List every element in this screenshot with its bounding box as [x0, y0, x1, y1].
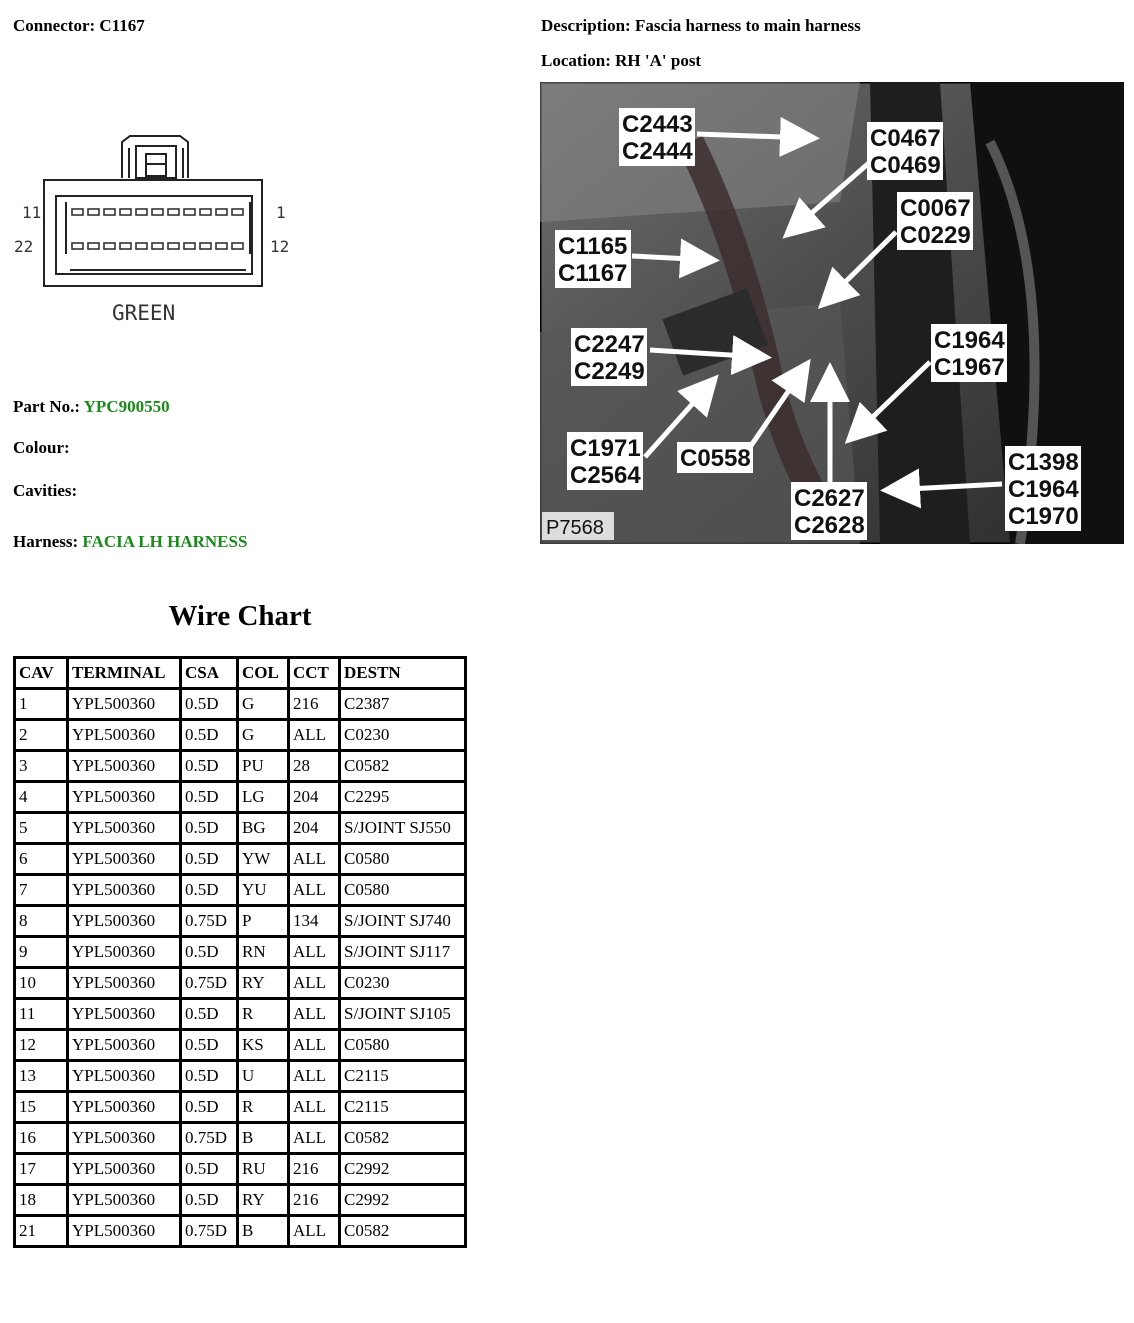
cell-csa: 0.5D — [182, 783, 236, 811]
cell-destn: C2115 — [341, 1062, 464, 1090]
cell-terminal: YPL500360 — [69, 938, 179, 966]
table-row — [16, 938, 464, 966]
pin-cavity — [120, 209, 131, 215]
cell-cav: 13 — [16, 1062, 66, 1090]
cell-col: KS — [239, 1031, 287, 1059]
cell-col: B — [239, 1124, 287, 1152]
cell-col: G — [239, 721, 287, 749]
location-value: RH 'A' post — [615, 51, 702, 70]
table-row — [16, 1093, 464, 1121]
callout-label: C2247 — [574, 331, 645, 358]
callout-label: C2444 — [622, 138, 693, 165]
connector-field — [13, 16, 145, 36]
callout-label: C1964 — [934, 327, 1005, 354]
cell-cct: ALL — [290, 1124, 338, 1152]
description-field — [541, 16, 861, 36]
table-row — [16, 1000, 464, 1028]
callout-label: C0067 — [900, 195, 971, 222]
description-value: Fascia harness to main harness — [634, 16, 861, 35]
cell-col: YU — [239, 876, 287, 904]
location-photo — [540, 82, 1124, 544]
cell-destn: C0230 — [341, 721, 464, 749]
cell-cct: 28 — [290, 752, 338, 780]
cell-col: LG — [239, 783, 287, 811]
pin-label-22: 22 — [14, 237, 34, 256]
cell-terminal: YPL500360 — [69, 752, 179, 780]
cell-terminal: YPL500360 — [69, 1031, 179, 1059]
cell-cct: ALL — [290, 1093, 338, 1121]
pin-cavity — [184, 243, 195, 249]
cell-csa: 0.5D — [182, 752, 236, 780]
cell-terminal: YPL500360 — [69, 969, 179, 997]
cell-destn: C0580 — [341, 876, 464, 904]
pin-cavity — [88, 209, 99, 215]
pin-cavity — [152, 243, 163, 249]
callout-label: C1167 — [558, 260, 628, 287]
pin-cavity — [168, 243, 179, 249]
callout-label: C0229 — [900, 222, 971, 249]
pin-label-1: 1 — [276, 203, 286, 222]
header-csa: CSA — [182, 659, 236, 687]
wire-chart-title: Wire Chart — [168, 600, 312, 632]
cell-terminal: YPL500360 — [69, 845, 179, 873]
cell-terminal: YPL500360 — [69, 814, 179, 842]
cell-cav: 11 — [16, 1000, 66, 1028]
callout-label: C1398 — [1008, 449, 1079, 476]
cell-col: RY — [239, 969, 287, 997]
callout-label: C2249 — [574, 358, 645, 385]
harness-label: Harness: — [13, 532, 79, 551]
header-cct: CCT — [290, 659, 338, 687]
header-cav: CAV — [16, 659, 66, 687]
cell-terminal: YPL500360 — [69, 783, 179, 811]
harness-value: FACIA LH HARNESS — [82, 532, 248, 551]
cell-cct: ALL — [290, 1217, 338, 1245]
cell-destn: C2115 — [341, 1093, 464, 1121]
cell-terminal: YPL500360 — [69, 1062, 179, 1090]
cell-terminal: YPL500360 — [69, 1093, 179, 1121]
cell-terminal: YPL500360 — [69, 721, 179, 749]
cell-terminal: YPL500360 — [69, 1217, 179, 1245]
cell-csa: 0.5D — [182, 1062, 236, 1090]
cell-cct: ALL — [290, 845, 338, 873]
location-field — [541, 51, 701, 71]
callout-label: C0467 — [870, 125, 941, 152]
cell-col: RU — [239, 1155, 287, 1183]
table-row — [16, 783, 464, 811]
pin-cavity — [184, 209, 195, 215]
cell-destn: C2387 — [341, 690, 464, 718]
table-row — [16, 1186, 464, 1214]
cell-cav: 4 — [16, 783, 66, 811]
table-row — [16, 1124, 464, 1152]
cell-cav: 3 — [16, 752, 66, 780]
cell-cav: 12 — [16, 1031, 66, 1059]
table-row — [16, 752, 464, 780]
cell-destn: S/JOINT SJ740 — [341, 907, 464, 935]
cell-cav: 1 — [16, 690, 66, 718]
table-row — [16, 690, 464, 718]
callout-label: C2564 — [570, 462, 641, 489]
header-destn: DESTN — [341, 659, 464, 687]
cell-col: U — [239, 1062, 287, 1090]
cell-cav: 6 — [16, 845, 66, 873]
cell-csa: 0.5D — [182, 1155, 236, 1183]
pin-cavity — [216, 209, 227, 215]
cell-destn: C0580 — [341, 845, 464, 873]
cell-col: B — [239, 1217, 287, 1245]
pin-cavity — [72, 209, 83, 215]
callout-label: C1964 — [1008, 476, 1079, 503]
cell-cct: ALL — [290, 1031, 338, 1059]
pin-cavity — [136, 243, 147, 249]
colour-label: Colour: — [13, 438, 70, 457]
table-row — [16, 969, 464, 997]
cell-col: BG — [239, 814, 287, 842]
cell-col: RY — [239, 1186, 287, 1214]
callout-label: C1967 — [934, 354, 1005, 381]
cell-csa: 0.5D — [182, 814, 236, 842]
cell-csa: 0.5D — [182, 1000, 236, 1028]
cell-terminal: YPL500360 — [69, 1000, 179, 1028]
photo-ref: P7568 — [546, 517, 604, 539]
cell-cav: 9 — [16, 938, 66, 966]
cell-cct: ALL — [290, 721, 338, 749]
cell-cav: 16 — [16, 1124, 66, 1152]
pin-cavity — [168, 209, 179, 215]
cell-cav: 7 — [16, 876, 66, 904]
cell-csa: 0.5D — [182, 721, 236, 749]
cell-csa: 0.5D — [182, 1093, 236, 1121]
cell-destn: S/JOINT SJ550 — [341, 814, 464, 842]
cell-terminal: YPL500360 — [69, 1155, 179, 1183]
callout-label: C1971 — [570, 435, 641, 462]
cell-cav: 15 — [16, 1093, 66, 1121]
cell-cct: 204 — [290, 783, 338, 811]
cell-cct: 216 — [290, 1186, 338, 1214]
cell-csa: 0.5D — [182, 845, 236, 873]
cell-cav: 2 — [16, 721, 66, 749]
table-row — [16, 876, 464, 904]
pin-label-12: 12 — [270, 237, 290, 256]
cell-cav: 21 — [16, 1217, 66, 1245]
cell-terminal: YPL500360 — [69, 1124, 179, 1152]
cell-cav: 17 — [16, 1155, 66, 1183]
pin-cavity — [200, 243, 211, 249]
cavities-field — [13, 481, 77, 501]
cell-cct: ALL — [290, 1000, 338, 1028]
pin-cavity — [232, 243, 243, 249]
cell-csa: 0.5D — [182, 938, 236, 966]
cell-cct: ALL — [290, 969, 338, 997]
pin-cavity — [88, 243, 99, 249]
cell-csa: 0.5D — [182, 690, 236, 718]
table-row — [16, 1217, 464, 1245]
cell-csa: 0.5D — [182, 1186, 236, 1214]
cell-cct: ALL — [290, 1062, 338, 1090]
cell-destn: C0582 — [341, 1217, 464, 1245]
pin-label-11: 11 — [22, 203, 42, 222]
pin-cavity — [72, 243, 83, 249]
cell-cav: 10 — [16, 969, 66, 997]
connector-colour-label: GREEN — [112, 301, 176, 325]
wire-chart-header-row — [16, 659, 464, 687]
pin-row-bottom — [72, 243, 243, 249]
part-no-value: YPC900550 — [83, 397, 170, 416]
pin-cavity — [152, 209, 163, 215]
table-row — [16, 907, 464, 935]
connector-label: Connector: — [13, 16, 96, 35]
cell-col: R — [239, 1000, 287, 1028]
table-row — [16, 1155, 464, 1183]
cell-cct: 134 — [290, 907, 338, 935]
colour-field — [13, 438, 70, 458]
cavities-label: Cavities: — [13, 481, 78, 500]
cell-destn: C0582 — [341, 1124, 464, 1152]
pin-cavity — [104, 243, 115, 249]
pin-cavity — [232, 209, 243, 215]
cell-terminal: YPL500360 — [69, 907, 179, 935]
cell-csa: 0.5D — [182, 1031, 236, 1059]
part-no-field — [13, 397, 170, 417]
cell-csa: 0.75D — [182, 969, 236, 997]
cell-destn: C2992 — [341, 1186, 464, 1214]
connector-face-diagram — [10, 128, 310, 328]
callout-label: C2628 — [794, 512, 865, 539]
cell-terminal: YPL500360 — [69, 690, 179, 718]
cell-col: G — [239, 690, 287, 718]
callout-label: C1970 — [1008, 503, 1079, 530]
callout-label: C0469 — [870, 152, 941, 179]
pin-cavity — [216, 243, 227, 249]
header-col: COL — [239, 659, 287, 687]
table-row — [16, 845, 464, 873]
cell-destn: C2295 — [341, 783, 464, 811]
table-row — [16, 721, 464, 749]
callout-label: C2627 — [794, 485, 865, 512]
description-label: Description: — [541, 16, 631, 35]
pin-cavity — [104, 209, 115, 215]
pin-cavity — [200, 209, 211, 215]
table-row — [16, 1031, 464, 1059]
cell-csa: 0.75D — [182, 1217, 236, 1245]
part-no-label: Part No.: — [13, 397, 81, 416]
cell-cct: ALL — [290, 876, 338, 904]
harness-field — [13, 532, 247, 552]
wire-chart-table — [13, 656, 467, 1248]
cell-col: PU — [239, 752, 287, 780]
cell-cav: 18 — [16, 1186, 66, 1214]
cell-cct: 216 — [290, 690, 338, 718]
cell-csa: 0.75D — [182, 907, 236, 935]
cell-csa: 0.5D — [182, 876, 236, 904]
cell-cav: 8 — [16, 907, 66, 935]
table-row — [16, 814, 464, 842]
cell-csa: 0.75D — [182, 1124, 236, 1152]
callout-label: C1165 — [558, 233, 628, 260]
cell-destn: C0582 — [341, 752, 464, 780]
cell-destn: S/JOINT SJ117 — [341, 938, 464, 966]
pin-cavity — [136, 209, 147, 215]
cell-cct: 204 — [290, 814, 338, 842]
cell-destn: C0580 — [341, 1031, 464, 1059]
cell-cct: ALL — [290, 938, 338, 966]
cell-destn: C2992 — [341, 1155, 464, 1183]
cell-cct: 216 — [290, 1155, 338, 1183]
cell-cav: 5 — [16, 814, 66, 842]
cell-destn: C0230 — [341, 969, 464, 997]
cell-col: R — [239, 1093, 287, 1121]
cell-col: RN — [239, 938, 287, 966]
table-row — [16, 1062, 464, 1090]
location-label: Location: — [541, 51, 611, 70]
cell-col: P — [239, 907, 287, 935]
pin-row-top — [72, 209, 243, 215]
cell-col: YW — [239, 845, 287, 873]
header-terminal: TERMINAL — [69, 659, 179, 687]
callout-label: C2443 — [622, 111, 693, 138]
cell-terminal: YPL500360 — [69, 1186, 179, 1214]
cell-terminal: YPL500360 — [69, 876, 179, 904]
cell-destn: S/JOINT SJ105 — [341, 1000, 464, 1028]
connector-value: C1167 — [99, 16, 145, 35]
pin-cavity — [120, 243, 131, 249]
callout-label: C0558 — [680, 445, 751, 472]
